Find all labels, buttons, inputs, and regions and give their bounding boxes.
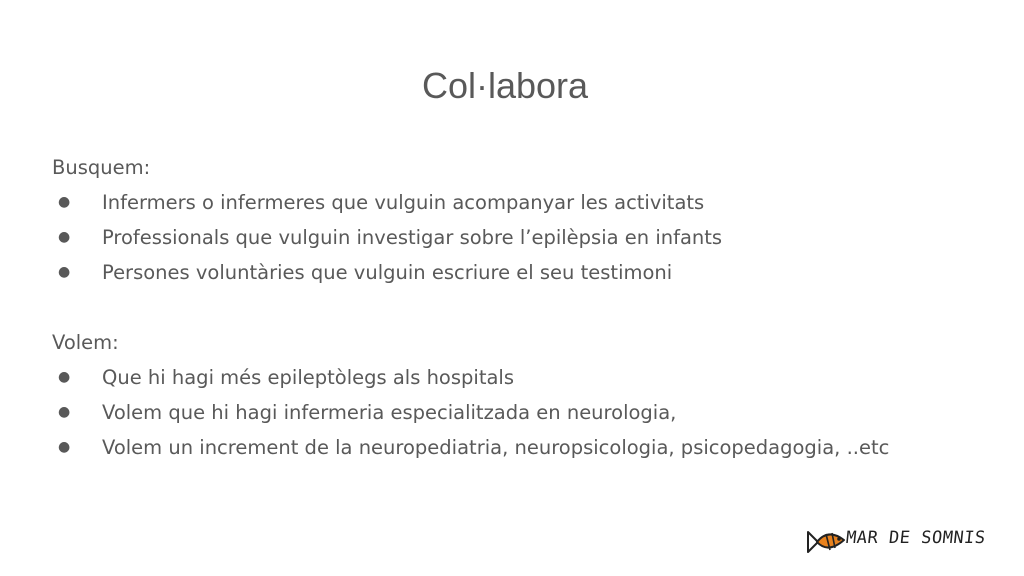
fish-icon — [806, 524, 848, 560]
slide-body — [52, 150, 1012, 465]
list-item — [52, 395, 1012, 430]
section-heading-volem: Volem: — [52, 331, 119, 354]
bullet-icon: ● — [58, 404, 71, 420]
list-item — [52, 185, 1012, 220]
bullet-icon: ● — [58, 194, 71, 210]
list-item — [52, 255, 1012, 290]
list-item — [52, 360, 1012, 395]
list-item-text: Infermers o infermeres que vulguin acompanyar les activitats — [102, 191, 705, 214]
list-item-text: Volem un increment de la neuropediatria, neuropsicologia, psicopedagogia, ..etc — [102, 436, 890, 459]
section-heading-busquem: Busquem: — [52, 156, 151, 179]
logo-text: MAR DE SOMNIS — [844, 528, 987, 548]
list-item-text: Persones voluntàries que vulguin escriure el seu testimoni — [102, 261, 673, 284]
bullet-icon: ● — [58, 264, 71, 280]
bullet-icon: ● — [58, 439, 71, 455]
bullet-list-busquem — [52, 185, 1012, 290]
bullet-list-volem — [52, 360, 1012, 465]
slide-title: Col·labora — [421, 65, 589, 106]
section-spacer — [52, 290, 1012, 325]
list-item — [52, 220, 1012, 255]
list-item-text: Professionals que vulguin investigar sobre l’epilèpsia en infants — [102, 226, 723, 249]
logo-mar-de-somnis — [806, 524, 996, 560]
bullet-icon: ● — [58, 229, 71, 245]
list-item-text: Volem que hi hagi infermeria especialitzada en neurologia, — [102, 401, 677, 424]
list-item-text: Que hi hagi més epileptòlegs als hospitals — [102, 366, 514, 389]
list-item — [52, 430, 1012, 465]
bullet-icon: ● — [58, 369, 71, 385]
